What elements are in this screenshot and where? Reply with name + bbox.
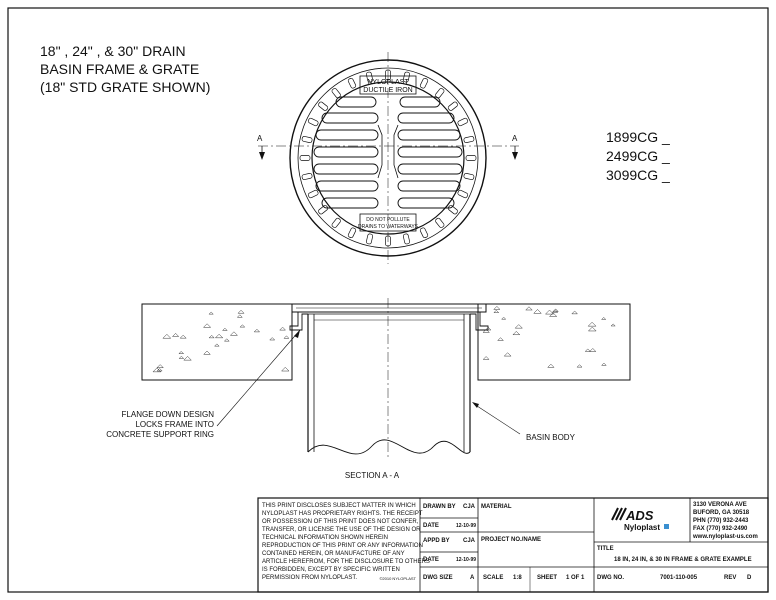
aggregate-mark	[179, 351, 184, 353]
perimeter-slot	[420, 227, 429, 238]
aggregate-mark	[611, 324, 615, 326]
perimeter-slot	[302, 173, 313, 180]
perimeter-slot	[302, 136, 313, 143]
project-label: PROJECT NO./NAME	[481, 537, 542, 543]
perimeter-slot	[457, 118, 468, 127]
aggregate-mark	[515, 325, 522, 329]
aggregate-mark	[215, 344, 219, 346]
aggregate-mark	[502, 317, 506, 319]
callout-flange-line-2: LOCKS FRAME INTO	[135, 420, 214, 429]
aggregate-mark	[548, 364, 554, 367]
date-appd-value: 12-10-99	[456, 557, 477, 563]
aggregate-mark	[157, 365, 163, 368]
grate-plan-view	[290, 52, 486, 264]
date-drawn-value: 12-10-99	[456, 523, 477, 529]
appd-by-value: CJA	[463, 538, 476, 544]
perimeter-slot	[447, 101, 458, 111]
drawing-title-line-2: BASIN FRAME & GRATE	[40, 61, 200, 77]
perimeter-slot	[308, 190, 319, 199]
aggregate-mark	[513, 331, 520, 334]
perimeter-slot	[463, 136, 474, 143]
perimeter-slot	[366, 233, 373, 244]
perimeter-slot	[348, 227, 357, 238]
aggregate-mark	[494, 310, 499, 312]
grate-label-bottom-2: DRAINS TO WATERWAYS	[357, 224, 419, 230]
concrete-left	[142, 304, 292, 380]
callout-flange-line-3: CONCRETE SUPPORT RING	[106, 430, 214, 439]
copyright: ©2010 NYLOPLAST	[379, 576, 416, 581]
ads-logo	[612, 508, 669, 532]
address	[692, 502, 758, 540]
perimeter-slot	[463, 173, 474, 180]
perimeter-slot	[466, 156, 476, 161]
callout-basin-body: BASIN BODY	[526, 433, 575, 442]
aggregate-mark	[209, 335, 214, 338]
aggregate-mark	[602, 317, 606, 319]
aggregate-mark	[224, 339, 229, 341]
drawn-by-label: DRAWN BY	[423, 504, 456, 510]
drawn-by-value: CJA	[463, 504, 476, 510]
aggregate-mark	[284, 336, 289, 338]
aggregate-mark	[526, 307, 532, 310]
aggregate-mark	[209, 312, 213, 314]
svg-text:www.nyloplast-us.com: www.nyloplast-us.com	[693, 534, 758, 540]
grate-label-top-2: DUCTILE IRON	[363, 87, 413, 94]
aggregate-mark	[215, 334, 222, 338]
aggregate-mark	[230, 332, 237, 336]
svg-text:REPRODUCTION OF THIS PRINT OR: REPRODUCTION OF THIS PRINT OR ANY INFORMATION	[262, 543, 423, 549]
grate-label-top-1: NYLOPLAST	[367, 79, 409, 86]
aggregate-mark	[572, 311, 578, 314]
grate-label-bottom-1: DO NOT POLLUTE	[366, 217, 410, 223]
svg-text:CONTAINED HEREIN, OR MANUFACTU: CONTAINED HEREIN, OR MANUFACTURE OF ANY	[262, 551, 405, 557]
perimeter-slot	[300, 156, 310, 161]
section-marker-left: A	[257, 134, 263, 143]
concrete-aggregate	[153, 306, 615, 372]
aggregate-mark	[588, 322, 596, 326]
aggregate-mark	[238, 310, 244, 313]
svg-text:PHN (770) 932-2443: PHN (770) 932-2443	[693, 518, 749, 524]
rev-label: REV	[724, 575, 737, 581]
rev-value: D	[747, 575, 752, 581]
disclaimer	[262, 503, 430, 581]
aggregate-mark	[534, 309, 542, 313]
aggregate-mark	[577, 365, 582, 367]
scale-label: SCALE	[483, 575, 504, 581]
logo-sub: Nyloplast	[624, 523, 661, 532]
svg-text:IS FORBIDDEN, EXCEPT BY SPECIF: IS FORBIDDEN, EXCEPT BY SPECIFIC WRITTEN	[262, 567, 400, 573]
aggregate-mark	[223, 328, 228, 330]
perimeter-slot	[457, 190, 468, 199]
aggregate-mark	[602, 363, 607, 365]
svg-text:NYLOPLAST HAS PROPRIETARY RIGH: NYLOPLAST HAS PROPRIETARY RIGHTS. THE RECEIPT	[262, 511, 423, 517]
part-number-2: 2499CG _	[606, 148, 670, 164]
perimeter-slot	[331, 217, 341, 228]
aggregate-mark	[180, 335, 186, 338]
sheet-label: SHEET	[537, 575, 558, 581]
svg-text:TECHNICAL INFORMATION SHOWN HE: TECHNICAL INFORMATION SHOWN HEREIN	[262, 535, 389, 541]
aggregate-mark	[184, 356, 191, 360]
dwg-size-value: A	[470, 575, 475, 581]
perimeter-slot	[403, 233, 410, 244]
date-appd-label: DATE	[423, 557, 439, 563]
drawing-title-line-1: 18" , 24" , & 30" DRAIN	[40, 43, 186, 59]
aggregate-mark	[179, 356, 184, 358]
logo-brand: ADS	[626, 508, 654, 523]
dwg-no-label: DWG NO.	[597, 575, 624, 581]
drawing-title-line-3: (18" STD GRATE SHOWN)	[40, 79, 211, 95]
perimeter-slot	[308, 118, 319, 127]
svg-text:OR POSSESSION OF THIS PRINT DO: OR POSSESSION OF THIS PRINT DOES NOT CONFER,	[262, 519, 419, 525]
aggregate-mark	[585, 349, 590, 352]
section-marker-right: A	[512, 134, 518, 143]
appd-by-label: APPD BY	[423, 538, 450, 544]
aggregate-mark	[498, 338, 504, 341]
aggregate-mark	[204, 351, 211, 354]
aggregate-mark	[588, 327, 596, 331]
svg-text:TRANSFER, OR LICENSE THE USE O: TRANSFER, OR LICENSE THE USE OF THE DESIGN OR	[262, 527, 421, 533]
aggregate-mark	[504, 353, 511, 356]
aggregate-mark	[163, 334, 171, 338]
scale-value: 1:8	[513, 575, 522, 581]
aggregate-mark	[237, 315, 242, 317]
svg-text:THIS PRINT DISCLOSES SUBJECT M: THIS PRINT DISCLOSES SUBJECT MATTER IN WHICH	[262, 503, 416, 509]
aggregate-mark	[494, 306, 500, 309]
perimeter-slot	[318, 101, 329, 111]
aggregate-mark	[483, 357, 489, 360]
perimeter-slot	[435, 217, 445, 228]
concrete-right	[478, 304, 630, 380]
dwg-no-value: 7001-110-005	[660, 575, 698, 581]
svg-text:FAX (770) 932-2490: FAX (770) 932-2490	[693, 526, 748, 532]
svg-text:PERMISSION FROM NYLOPLAST.: PERMISSION FROM NYLOPLAST.	[262, 575, 358, 581]
part-number-3: 3099CG _	[606, 167, 670, 183]
aggregate-mark	[590, 348, 596, 351]
section-label: SECTION A - A	[344, 471, 400, 480]
aggregate-mark	[240, 325, 245, 327]
part-number-1: 1899CG _	[606, 129, 670, 145]
svg-text:ARTICLE HEREFROM, FOR THE DISC: ARTICLE HEREFROM, FOR THE DISCLOSURE TO OTHERS	[262, 559, 430, 565]
title-value: 18 IN, 24 IN, & 30 IN FRAME & GRATE EXAMPLE	[614, 557, 752, 563]
svg-text:BUFORD, GA 30518: BUFORD, GA 30518	[693, 510, 750, 516]
material-label: MATERIAL	[481, 504, 512, 510]
callout-flange-line-1: FLANGE DOWN DESIGN	[121, 410, 214, 419]
aggregate-mark	[280, 327, 286, 330]
dwg-size-label: DWG SIZE	[423, 575, 453, 581]
aggregate-mark	[172, 333, 178, 336]
aggregate-mark	[270, 338, 275, 340]
sheet-value: 1 OF 1	[566, 575, 585, 581]
aggregate-mark	[254, 329, 259, 332]
perimeter-slot	[348, 78, 357, 89]
title-label: TITLE	[597, 546, 614, 552]
perimeter-slot	[420, 78, 429, 89]
svg-text:3130 VERONA AVE: 3130 VERONA AVE	[693, 502, 747, 508]
aggregate-mark	[204, 324, 211, 328]
aggregate-mark	[282, 367, 289, 371]
date-drawn-label: DATE	[423, 523, 439, 529]
